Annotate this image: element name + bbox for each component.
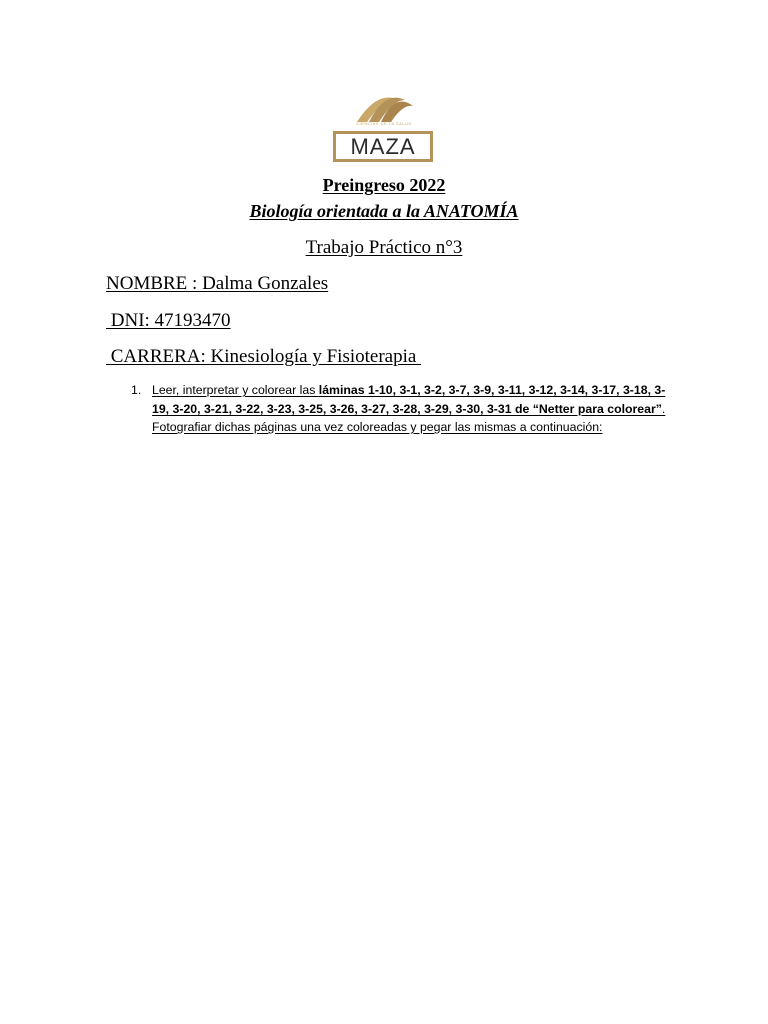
list-item-text bbox=[152, 381, 667, 437]
preingreso-title: Preingreso 2022 bbox=[322, 175, 446, 195]
logo-tagline: CIENCIAS DE LA SALUD bbox=[356, 121, 412, 126]
student-name: NOMBRE : Dalma Gonzales bbox=[106, 273, 329, 294]
logo-arcs-icon bbox=[353, 88, 415, 124]
list-item-number: 1. bbox=[131, 383, 142, 397]
logo-wordmark: MAZA bbox=[350, 133, 416, 159]
logo-box bbox=[333, 131, 433, 162]
institution-logo bbox=[333, 88, 435, 176]
task-intro: Leer, interpretar y colorear las bbox=[152, 383, 319, 397]
assignment-title: Trabajo Práctico n°3 bbox=[305, 237, 463, 258]
student-dni: DNI: 47193470 bbox=[106, 310, 231, 331]
task-instructions: . Fotografiar dichas páginas una vez coloreadas y pegar las mismas a continuación: bbox=[152, 401, 666, 434]
subject-title: Biología orientada a la ANATOMÍA bbox=[249, 201, 519, 221]
task-plates: láminas 1-10, 3-1, 3-2, 3-7, 3-9, 3-11, 3-12, 3-14, 3-17, 3-18, 3-19, 3-20, 3-21, 3-22, 3-23, 3-25, 3-26, 3-27, 3-28, 3-29, 3-30, 3-31 de “Netter para colorear” bbox=[152, 383, 666, 416]
student-career: CARRERA: Kinesiología y Fisioterapia bbox=[106, 346, 422, 367]
